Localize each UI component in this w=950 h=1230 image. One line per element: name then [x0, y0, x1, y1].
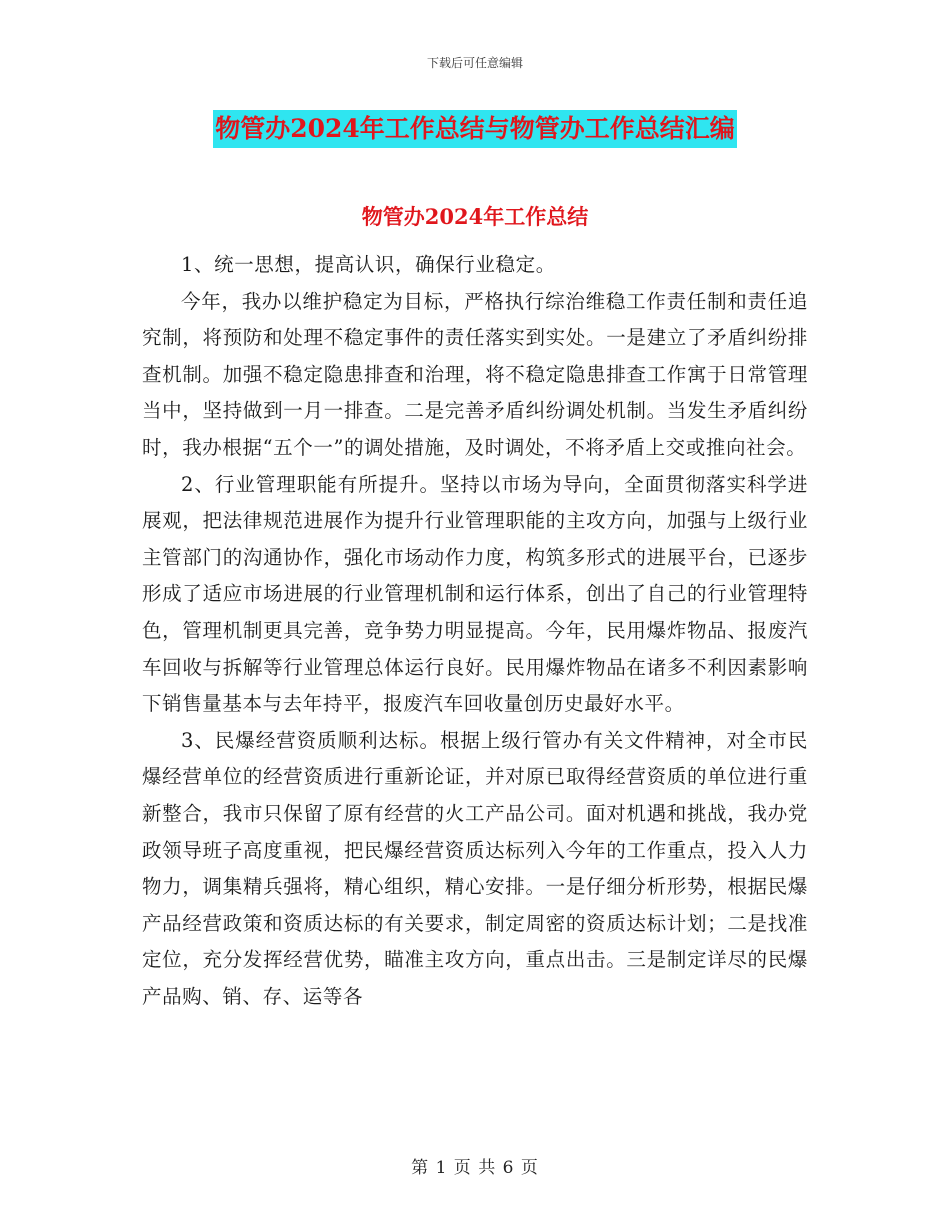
section-title: 物管办2024年工作总结 — [361, 204, 589, 229]
header-note: 下载后可任意编辑 — [426, 56, 523, 70]
doc-title-wrap — [0, 110, 950, 148]
paragraph-2: 今年，我办以维护稳定为目标，严格执行综治维稳工作责任制和责任追究制，将预防和处理不稳定事件的责任落实到实处。一是建立了矛盾纠纷排查机制。加强不稳定隐患排查和治理，将不稳定隐患排查工作寓于日常管理当中，坚持做到一月一排查。二是完善矛盾纠纷调处机制。当发生矛盾纠纷时，我办根据“五个一”的调处措施，及时调处，不将矛盾上交或推向社会。 — [142, 289, 808, 459]
document-body — [142, 247, 808, 1015]
document-title: 物管办2024年工作总结与物管办工作总结汇编 — [213, 110, 737, 148]
paragraph-4: 3、民爆经营资质顺利达标。根据上级行管办有关文件精神，对全市民爆经营单位的经营资质进行重新论证，并对原已取得经营资质的单位进行重新整合，我市只保留了原有经营的火工产品公司。面对机遇和挑战，我办党政领导班子高度重视，把民爆经营资质达标列入今年的工作重点，投入人力物力，调集精兵强将，精心组织，精心安排。一是仔细分析形势，根据民爆产品经营政策和资质达标的有关要求，制定周密的资质达标计划；二是找准定位，充分发挥经营优势，瞄准主攻方向，重点出击。三是制定详尽的民爆产品购、销、存、运等各 — [142, 728, 808, 1008]
paragraph-1: 1、统一思想，提高认识，确保行业稳定。 — [181, 253, 556, 276]
page-footer: 第 1 页 共 6 页 — [411, 1158, 539, 1178]
paragraph-3: 2、行业管理职能有所提升。坚持以市场为导向，全面贯彻落实科学进展观，把法律规范进展作为提升行业管理职能的主攻方向，加强与上级行业主管部门的沟通协作，强化市场动作力度，构筑多形式的进展平台，已逐步形成了适应市场进展的行业管理机制和运行体系，创出了自己的行业管理特色，管理机制更具完善，竞争势力明显提高。今年，民用爆炸物品、报废汽车回收与拆解等行业管理总体运行良好。民用爆炸物品在诸多不利因素影响下销售量基本与去年持平，报废汽车回收量创历史最好水平。 — [142, 472, 808, 716]
